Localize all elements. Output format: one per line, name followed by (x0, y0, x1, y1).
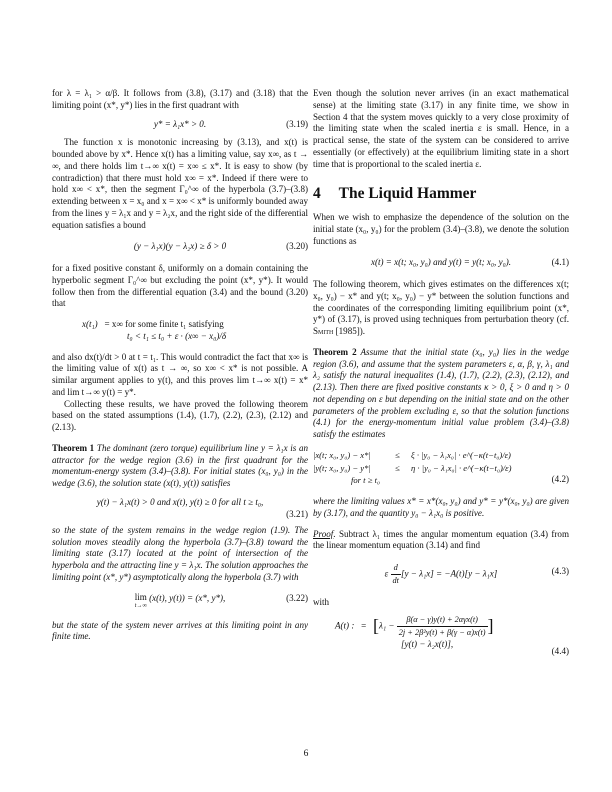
paragraph: for a fixed positive constant δ, uniformly on a domain containing the hyperbolic segment Γ₀^∞ but excluding the point (x*, y*). It would follow then from the differential equation (3.4) and the bound (3.20) that (52, 263, 308, 309)
proof-paragraph: Proof. Subtract λ₁ times the angular momentum equation (3.4) from the linear momentum equation (3.14) and find (313, 528, 569, 551)
equation-3-20: (y − λ₁x)(y − λ₂x) ≥ δ > 0 (3.20) (133, 241, 308, 252)
section-number: 4 (313, 185, 321, 203)
theorem-1-continued: so the state of the system remains in the wedge region (1.9). The solution moves steadily along the hyperbola (3.7)–(3.8) toward the limiting state (3.17) located at the point of intersection of the hyperbola and the attracting line y = λ₁x. The solution approaches the limiting point (x*, y*) asymptotically along the hyperbola (3.7) with (52, 524, 308, 582)
section-heading (313, 185, 569, 203)
paragraph: and also dx(t)/dt > 0 at t = t₁. This would contradict the fact that x∞ is the limiting value of x(t) as t → ∞, so x∞ < x* is not possible. A similar argument applies to y(t), and this proves lim t→∞ x(t) = x* and lim t→∞ y(t) = y*. (52, 351, 308, 397)
equation-4-3: ε $\frac{d}{dt}$ [y − λ₁x] = −A(t)[y − λ₁x] (4.3) (384, 563, 569, 585)
equation-3-19: y* = λ₁x* > 0. (3.19) (153, 118, 308, 129)
page-number: 6 (303, 749, 309, 759)
paragraph: for λ = λ₁ > α/β. It follows from (3.8), (3.17) and (3.18) that the limiting point (x*, y*) lies in the first quadrant with (52, 88, 308, 110)
theorem-2-conclusion: where the limiting values x* = x*(x₀, y₀) and y* = y*(x₀, y₀) are given by (3.17), and the quantity y₀ − λ₁x₀ is positive. (313, 496, 569, 518)
theorem-2: Theorem 2 Assume that the initial state (x₀, y₀) lies in the wedge region (3.6), and assume that the system parameters ε, α, β, γ, λ₁ and λ₂ satisfy the natural inequalites (1.4), (1.7), (2.2), (2.3), (2.12), and (2.13). Then there are fixed positive constants κ > 0, ξ > 0 and η > 0 not depending on ε but depending on the initial state and on the other parameters of the problem excluding ε, so that the solution functions (4.1) for the energy-momentum initial value problem (3.4)–(3.8) satisfy the estimates (313, 346, 569, 439)
equation-4-1: x(t) = x(t; x₀, y₀) and y(t) = y(t; x₀, y₀). (4.1) (370, 257, 569, 268)
paragraph: The following theorem, which gives estimates on the differences x(t; x₀, y₀) − x* and y(t; x₀, y₀) − y* between the solution functions and the coordinates of the corresponding limiting equilibrium point (x*, y*) of (3.17), is proved using techniques from perturbation theory (cf. Smith [1985]). (313, 279, 569, 336)
citation: Smith (313, 326, 334, 336)
equation-number: (3.20) (286, 241, 308, 252)
paragraph: Collecting these results, we have proved the following theorem based on the stated assumptions (1.4), (1.7), (2.2), (2.3), (2.12) and (2.13). (52, 398, 308, 432)
equation-number: (3.19) (286, 118, 308, 129)
right-column (313, 88, 569, 662)
theorem-label: Theorem 2 (313, 346, 357, 357)
equation-3-21: y(t) − λ₁x(t) > 0 and x(t), y(t) ≥ 0 for all t ≥ t₀, (3.21) (96, 496, 308, 519)
paragraph: The function x is monotonic increasing by (3.13), and x(t) is bounded above by x*. Hence x(t) has a limiting value, say x∞, as t → ∞, and there holds lim t→∞ x(t) = x∞ ≤ x*. It is easy to show (by contradiction) that there must hold x∞ = x*. Indeed if there were to hold x∞ < x*, then the segment Γ₀^∞ of the hyperbola (3.7)–(3.8) extending between x = x₀ and x = x∞ < x* is uniformly bounded away from the lines y = λ₁x and y = λ₂x, and the right side of the differential equation satisfies a bound (52, 137, 308, 230)
paragraph: with (313, 596, 330, 607)
paragraph: When we wish to emphasize the dependence of the solution on the initial state (x₀, y₀) for the problem (3.4)–(3.8), we denote the solution functions as (313, 212, 569, 246)
theorem-label: Theorem 1 (52, 442, 95, 453)
equation-number: (3.22) (286, 592, 308, 603)
theorem-1-conclusion: but the state of the system never arrives at this limiting point in any finite time. (52, 619, 308, 642)
equation-number: (4.1) (551, 257, 569, 268)
theorem-1: Theorem 1 The dominant (zero torque) equilibrium line y = λ₁x is an attractor for the wedge region (3.6) in the first quadrant for the momentum-energy system (3.4)–(3.8). For initial states (x₀, y₀) in the wedge (3.6), the solution state (x(t), y(t)) satisfies (52, 442, 309, 488)
equation-4-2: |x(t; x₀, y₀) − x*| ≤ ξ · |y₀ − λ₁x₀| · e^(−κ(t−t₀)/ε) |y(t; x₀, y₀) − y*| ≤ η · |y₀ − λ₁x₀| · e^(−κ(t−t₀)/ε) for t ≥ t₀ (4.2) (313, 449, 569, 486)
left-column (52, 88, 308, 643)
equation-number: (4.2) (551, 473, 569, 484)
equation-number: (4.3) (551, 566, 569, 576)
equation-number: (4.4) (551, 646, 569, 657)
paragraph: Even though the solution never arrives (in an exact mathematical sense) at the limiting state (3.17) in any finite time, we show in Section 4 that the system moves quickly to a very close proximity of the limiting state when the scaled inertia ε is small. Hence, in a practical sense, the state of the system can be considered to arrive essentially (or effectively) at the equilibrium limiting state in a short time that is proportional to the scaled inertia ε. (313, 88, 569, 169)
section-title: The Liquid Hammer (338, 185, 477, 203)
proof-label: Proof (313, 528, 334, 539)
equation-number: (3.21) (286, 508, 308, 519)
equation-t1: x(t₁) = x∞ for some finite t₁ satisfying t₀ < t₁ ≤ t₀ + ε · (x∞ − x₀)/δ (82, 319, 227, 341)
equation-3-22: lim t→∞ (x(t), y(t)) = (x*, y*), (3.22) (134, 591, 308, 609)
equation-4-4: A(t) : = [λ₁ − $\frac{\text{β(α − γ)y(t) + 2αγx(t)}}{\text{2j + 2β²y(t) + β(γ − α)x(t)}}$ ] [y(t) − λ₂x(t)], (4.4) (335, 615, 569, 657)
